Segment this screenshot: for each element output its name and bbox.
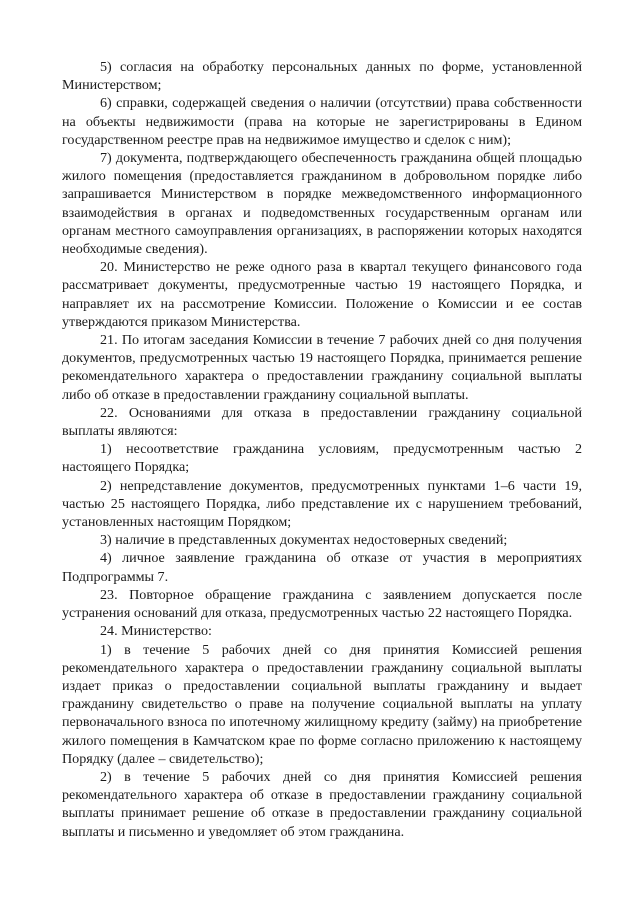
paragraph-item-5-consent: 5) согласия на обработку персональных данных по форме, установленной Министерством; [62, 59, 582, 94]
paragraph-section-23: 23. Повторное обращение гражданина с заявлением допускается после устранения оснований для отказа, предусмотренных частью 22 настоящего Порядка. [62, 586, 582, 622]
paragraph-ministry-1: 1) в течение 5 рабочих дней со дня принятия Комиссией решения рекомендательного характера о предоставлении гражданину социальной выплаты издает приказ о предоставлении социальной выплаты гражданину и выдает гражданину свидетельство о праве на получение социальной выплаты на уплату первоначального взноса по ипотечному жилищному кредиту (займу) на приобретение жилого помещения в Камчатском крае по форме согласно приложению к настоящему Порядку (далее – свидетельство); [62, 641, 582, 767]
paragraph-item-6-certificate: 6) справки, содержащей сведения о наличии (отсутствии) права собственности на объекты недвижимости (права на которые не зарегистрированы в Едином государственном реестре прав на недвижимое имущество и сделок с ним); [62, 95, 582, 148]
paragraph-ministry-2: 2) в течение 5 рабочих дней со дня принятия Комиссией решения рекомендательного характера об отказе в предоставлении гражданину социальной выплаты принимает решение об отказе в предоставлении гражданину социальной выплаты и письменно и уведомляет об этом гражданина. [62, 768, 582, 840]
paragraph-section-22: 22. Основаниями для отказа в предоставлении гражданину социальной выплаты являются: [62, 404, 582, 440]
paragraph-refusal-1: 1) несоответствие гражданина условиям, предусмотренным частью 2 настоящего Порядка; [62, 441, 582, 476]
paragraph-refusal-2: 2) непредставление документов, предусмотренных пунктами 1–6 части 19, частью 25 настоящего Порядка, либо представление их с нарушением требований, установленных настоящим Порядком; [62, 477, 582, 531]
paragraph-section-20: 20. Министерство не реже одного раза в квартал текущего финансового года рассматривает документы, предусмотренные частью 19 настоящего Порядка, и направляет их на рассмотрение Комиссии. Положение о Комиссии и ее состав утверждаются приказом Министерства. [62, 259, 582, 330]
paragraph-section-24: 24. Министерство: [100, 623, 212, 640]
paragraph-item-7-housing-document: 7) документа, подтверждающего обеспеченность гражданина общей площадью жилого помещения (предоставляется гражданином в добровольном порядке либо запрашивается Министерством в порядке межведомственного информационного взаимодействия в органах и подведомственных государственным органам или органам местного самоуправления организациях, в распоряжении которых находятся необходимые сведения). [62, 150, 582, 258]
paragraph-refusal-4: 4) личное заявление гражданина об отказе от участия в мероприятиях Подпрограммы 7. [62, 550, 582, 585]
paragraph-section-21: 21. По итогам заседания Комиссии в течение 7 рабочих дней со дня получения документов, предусмотренных частью 19 настоящего Порядка, принимается решение рекомендательного характера о предоставлении гражданину социальной выплаты либо об отказе в предоставлении гражданину социальной выплаты. [62, 332, 582, 403]
paragraph-refusal-3: 3) наличие в представленных документах недостоверных сведений; [100, 532, 508, 549]
document-page [62, 58, 582, 841]
